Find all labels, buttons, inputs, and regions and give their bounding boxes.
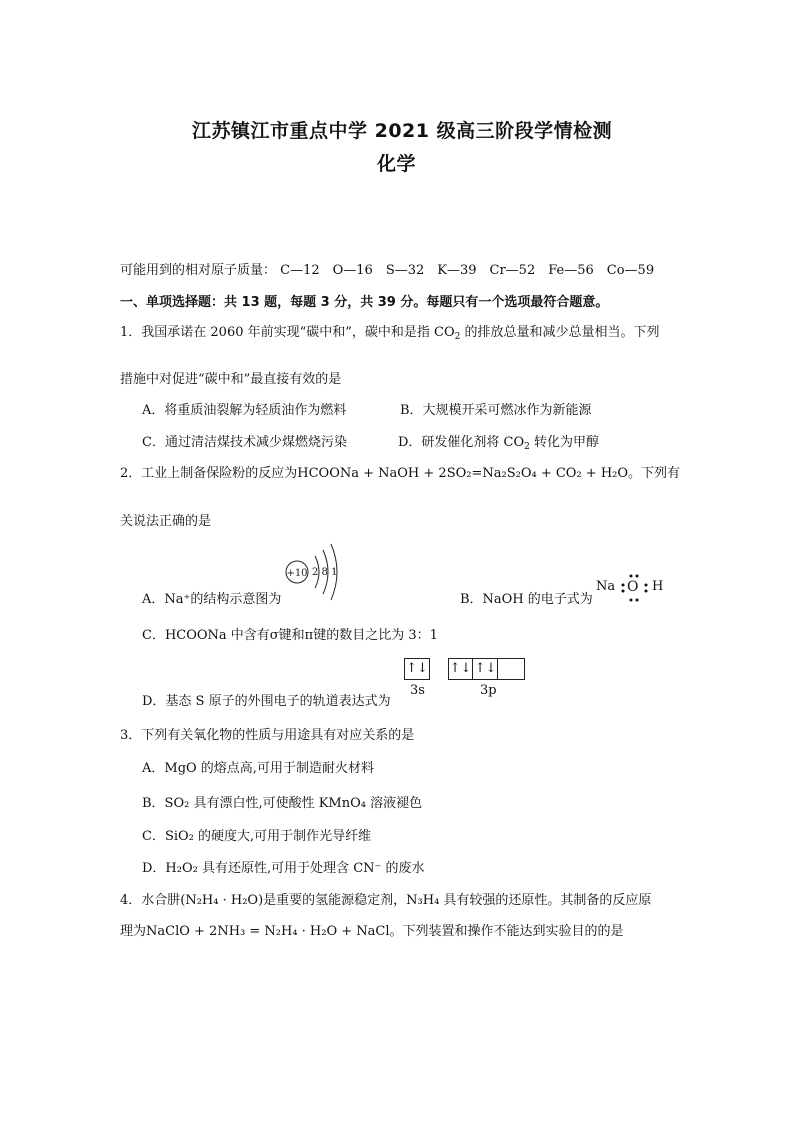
orbital-3p-cell-3 — [499, 659, 523, 679]
naoh-na: Na — [596, 579, 616, 594]
q1-stem-pre: 1．我国承诺在 2060 年前实现“碳中和”，碳中和是指 CO — [120, 325, 455, 340]
q2-option-a: A．Na⁺的结构示意图为 — [142, 592, 282, 607]
orbital-3p-cell-1: ↑↓ — [449, 659, 473, 679]
q2-stem-line2: 关说法正确的是 — [120, 514, 212, 529]
q3-option-a: A．MgO 的熔点高,可用于制造耐火材料 — [142, 761, 374, 776]
q1-stem-post: 的排放总量和减少总量相当。下列 — [460, 325, 660, 340]
orbital-3p-label: 3p — [480, 683, 497, 698]
q1-option-a: A．将重质油裂解为轻质油作为燃料 — [142, 403, 347, 418]
q2-option-d: D．基态 S 原子的外围电子的轨道表达式为 — [142, 694, 391, 709]
q3-option-d: D．H₂O₂ 具有还原性,可用于处理含 CN⁻ 的废水 — [142, 861, 425, 876]
orbital-3s-cell: ↑↓ — [406, 661, 428, 676]
na-ion-structure-diagram — [283, 540, 351, 606]
q2-option-b: B．NaOH 的电子式为 — [460, 592, 593, 607]
exam-title: 江苏镇江市重点中学 2021 级高三阶段学情检测 — [192, 120, 613, 142]
atomic-masses: 可能用到的相对原子质量： C—12 O—16 S—32 K—39 Cr—52 Fe—56 Co—59 — [120, 263, 655, 278]
q1-option-d-post: 转化为甲醇 — [529, 435, 600, 450]
q1-option-c: C．通过清洁煤技术减少煤燃烧污染 — [142, 435, 347, 450]
lone-pair-dots — [620, 573, 650, 603]
orbital-3s-box — [404, 658, 430, 680]
q4-stem-line2: 理为NaClO + 2NH₃ = N₂H₄ · H₂O + NaCl。下列装置和操作不能达到实验目的的是 — [120, 924, 624, 939]
q1-stem-line2: 措施中对促进“碳中和”最直接有效的是 — [120, 372, 342, 387]
q3-stem: 3．下列有关氧化物的性质与用途具有对应关系的是 — [120, 728, 415, 743]
exam-subject: 化学 — [377, 153, 417, 175]
q4-stem-line1: 4．水合肼(N₂H₄ · H₂O)是重要的氢能源稳定剂，N₃H₄ 具有较强的还原性。其制备的反应原 — [120, 893, 652, 908]
orbital-3p-box — [448, 658, 525, 680]
naoh-electron-formula — [596, 573, 668, 603]
shell-electrons: 2 8 1 — [312, 567, 338, 578]
orbital-3s-label: 3s — [410, 683, 425, 698]
nucleus-charge: +10 — [286, 568, 308, 579]
q1-option-b: B．大规模开采可燃冰作为新能源 — [400, 403, 592, 418]
naoh-o: O — [627, 579, 639, 595]
q1-stem-line1: 1．我国承诺在 2060 年前实现“碳中和”，碳中和是指 $CO_2$ 的排放总量和减少总量相当。下列 — [120, 325, 660, 342]
orbital-3p-cell-2: ↑↓ — [474, 659, 498, 679]
q3-option-b: B．SO₂ 具有漂白性,可使酸性 KMnO₄ 溶液褪色 — [142, 796, 423, 811]
q2-stem-line1: 2．工业上制备保险粉的反应为HCOONa + NaOH + 2SO₂=Na₂S₂O₄ + CO₂ + H₂O。下列有 — [120, 466, 681, 481]
naoh-h: H — [652, 579, 664, 594]
q1-option-d-pre: D．研发催化剂将 CO — [398, 435, 525, 450]
section-heading: 一、单项选择题：共 13 题，每题 3 分，共 39 分。每题只有一个选项最符合题意。 — [120, 295, 609, 310]
q3-option-c: C．SiO₂ 的硬度大,可用于制作光导纤维 — [142, 829, 372, 844]
q1-option-d: D．研发催化剂将 $CO_2$ 转化为甲醇 — [398, 435, 600, 452]
q2-option-c: C．HCOONa 中含有σ键和π键的数目之比为 3：1 — [142, 628, 438, 643]
